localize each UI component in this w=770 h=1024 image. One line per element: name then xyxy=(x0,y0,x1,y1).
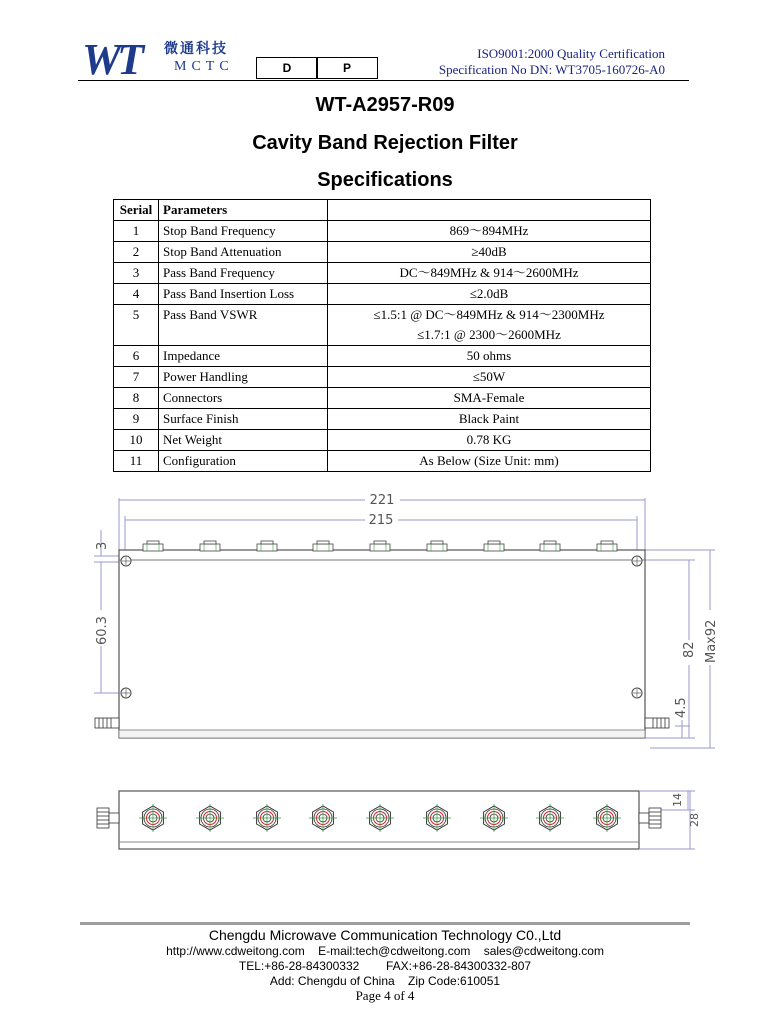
row-value-line-1: ≤1.5:1 @ DC～849MHz & 914～2300MHz xyxy=(373,307,605,322)
table-row xyxy=(114,221,651,242)
table-row xyxy=(114,242,651,263)
header-info xyxy=(378,46,665,78)
sma-side-left xyxy=(97,808,119,828)
page-number: Page 4 of 4 xyxy=(355,988,415,1003)
table-row xyxy=(114,284,651,305)
company-logo xyxy=(82,36,247,84)
row-serial: 8 xyxy=(114,388,159,409)
row-value: ≤2.0dB xyxy=(328,284,651,305)
mounting-hole xyxy=(121,688,131,698)
row-value: As Below (Size Unit: mm) xyxy=(328,451,651,472)
dim-label-221: 221 xyxy=(369,493,395,508)
mounting-hole xyxy=(632,688,642,698)
row-serial: 7 xyxy=(114,367,159,388)
tuning-screw xyxy=(427,541,447,551)
cert-text: ISO9001:2000 Quality Certification xyxy=(477,46,665,61)
tuning-screw xyxy=(143,541,163,551)
row-param: Pass Band Frequency xyxy=(159,263,328,284)
table-row xyxy=(114,388,651,409)
front-view xyxy=(95,541,669,738)
tuning-screw xyxy=(597,541,617,551)
table-row xyxy=(114,346,651,367)
row-serial: 3 xyxy=(114,263,159,284)
dim-label-60-3: 60.3 xyxy=(95,616,110,645)
mounting-hole xyxy=(632,556,642,566)
row-param: Impedance xyxy=(159,346,328,367)
footer-web: http://www.cdweitong.com E-mail:tech@cdweitong.com sales@cdweitong.com xyxy=(166,944,604,958)
table-header-row xyxy=(114,200,651,221)
model-title: WT-A2957-R09 xyxy=(315,94,455,116)
row-value: DC～849MHz & 914～2600MHz xyxy=(328,263,651,284)
row-param: Pass Band Insertion Loss xyxy=(159,284,328,305)
box-d: D xyxy=(256,57,318,79)
mounting-hole xyxy=(121,556,131,566)
dim-label-82: 82 xyxy=(682,641,697,658)
row-param: Stop Band Frequency xyxy=(159,221,328,242)
row-value: 50 ohms xyxy=(328,346,651,367)
tuning-screws xyxy=(143,541,617,551)
dim-label-215: 215 xyxy=(368,513,394,528)
header-rule xyxy=(78,80,689,81)
footer-rule xyxy=(80,922,690,925)
tuning-screw xyxy=(257,541,277,551)
sma-connector-right xyxy=(645,718,669,728)
tuning-screw xyxy=(313,541,333,551)
row-param: Configuration xyxy=(159,451,328,472)
row-param: Pass Band VSWR xyxy=(159,305,328,346)
dim-label-3: 3 xyxy=(95,541,110,550)
col-header-parameters: Parameters xyxy=(159,200,328,221)
footer-company: Chengdu Microwave Communication Technology C0.,Ltd xyxy=(208,927,562,943)
dim-label-max92: Max92 xyxy=(704,619,719,663)
row-param: Surface Finish xyxy=(159,409,328,430)
side-view xyxy=(97,791,661,849)
row-serial: 10 xyxy=(114,430,159,451)
product-name: Cavity Band Rejection Filter xyxy=(252,132,518,154)
dim-label-28: 28 xyxy=(688,813,701,827)
logo-chinese: 微通科技 xyxy=(164,41,228,57)
spec-number: Specification No DN: WT3705-160726-A0 xyxy=(438,62,665,77)
table-row xyxy=(114,409,651,430)
row-param: Power Handling xyxy=(159,367,328,388)
row-param: Connectors xyxy=(159,388,328,409)
sma-connector-left xyxy=(95,718,119,728)
row-serial: 5 xyxy=(114,305,159,346)
row-serial: 11 xyxy=(114,451,159,472)
row-param: Net Weight xyxy=(159,430,328,451)
footer-address: Add: Chengdu of China Zip Code:610051 xyxy=(269,974,501,988)
row-value: 869～894MHz xyxy=(328,221,651,242)
row-serial: 4 xyxy=(114,284,159,305)
row-serial: 6 xyxy=(114,346,159,367)
row-value: ≥40dB xyxy=(328,242,651,263)
table-row xyxy=(114,451,651,472)
table-row xyxy=(114,305,651,346)
logo-letters: WT xyxy=(82,35,140,84)
tuning-screw xyxy=(370,541,390,551)
row-value: ≤50W xyxy=(328,367,651,388)
row-value: SMA-Female xyxy=(328,388,651,409)
footer-tel: TEL:+86-28-84300332 FAX:+86-28-84300332-807 xyxy=(238,959,532,973)
spec-table xyxy=(113,199,651,472)
col-header-serial: Serial xyxy=(114,200,159,221)
table-row xyxy=(114,430,651,451)
section-title: Specifications xyxy=(317,169,453,191)
dim-label-14: 14 xyxy=(671,793,684,807)
table-row xyxy=(114,263,651,284)
row-value xyxy=(328,305,651,346)
resonator-nuts xyxy=(139,804,621,832)
sma-side-right xyxy=(639,808,661,828)
row-serial: 1 xyxy=(114,221,159,242)
mechanical-drawing xyxy=(0,480,770,860)
box-p: P xyxy=(316,57,378,79)
logo-sub: MCTC xyxy=(174,59,234,74)
tuning-screw xyxy=(484,541,504,551)
dim-label-4-5: 4.5 xyxy=(674,697,689,718)
row-serial: 9 xyxy=(114,409,159,430)
col-header-value xyxy=(328,200,651,221)
row-serial: 2 xyxy=(114,242,159,263)
row-value-line-2: ≤1.7:1 @ 2300～2600MHz xyxy=(417,327,561,342)
table-row xyxy=(114,367,651,388)
tuning-screw xyxy=(200,541,220,551)
row-value: 0.78 KG xyxy=(328,430,651,451)
tuning-screw xyxy=(540,541,560,551)
row-param: Stop Band Attenuation xyxy=(159,242,328,263)
row-value: Black Paint xyxy=(328,409,651,430)
